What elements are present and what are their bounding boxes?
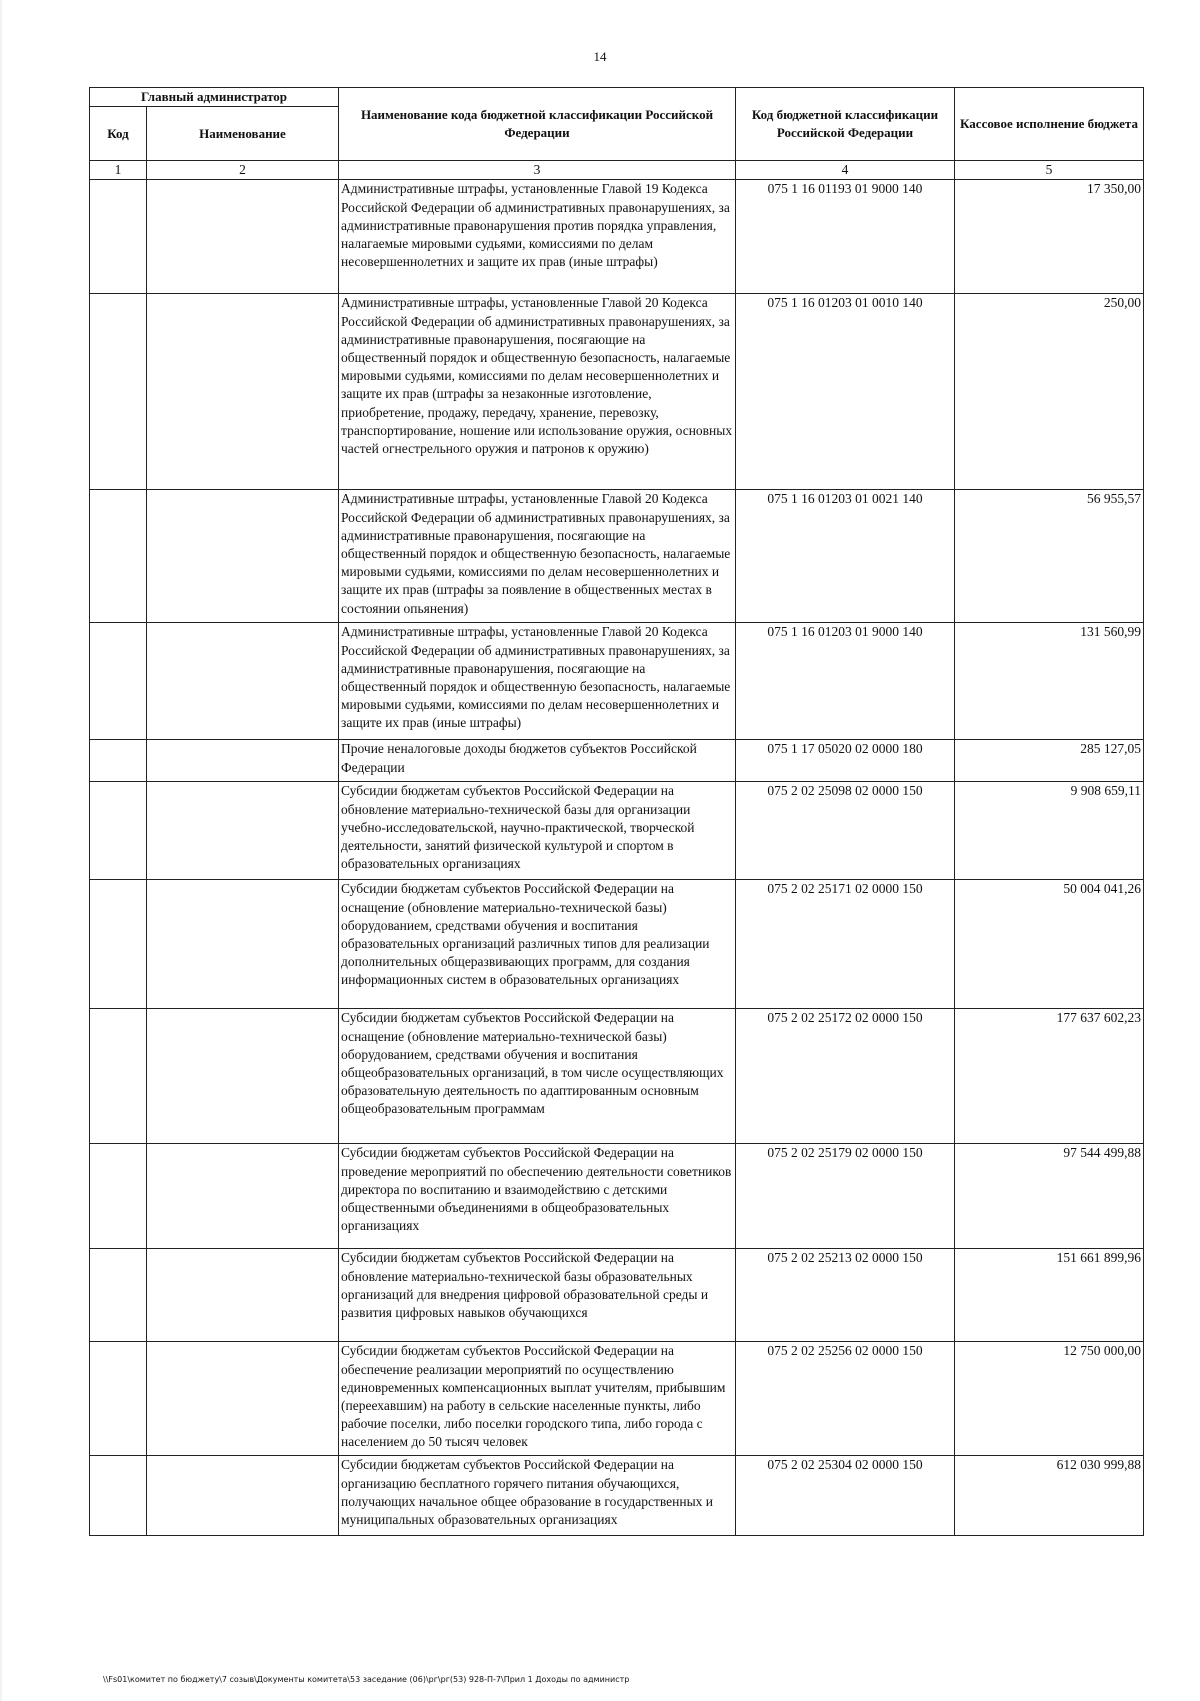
admin-code-cell: [90, 1456, 147, 1536]
amount-cell: 285 127,05: [955, 740, 1144, 782]
admin-code-cell: [90, 294, 147, 490]
admin-code-cell: [90, 740, 147, 782]
amount-cell: 612 030 999,88: [955, 1456, 1144, 1536]
bk-name-cell: Административные штрафы, установленные Главой 19 Кодекса Российской Федерации об административных правонарушениях, за административные правонарушения против порядка управления, налагаемые мировыми судьями, комиссиями по делам несовершеннолетних и защите их прав (иные штрафы): [339, 180, 736, 294]
bk-name-cell: Субсидии бюджетам субъектов Российской Федерации на обновление материально-технической базы образовательных организаций для внедрения цифровой образовательной среды и развития цифровых навыков обучающихся: [339, 1249, 736, 1342]
table-row: [90, 880, 1144, 1009]
bk-name-cell: Прочие неналоговые доходы бюджетов субъектов Российской Федерации: [339, 740, 736, 782]
table-row: [90, 1249, 1144, 1342]
admin-name-cell: [147, 490, 339, 623]
bk-name-cell: Субсидии бюджетам субъектов Российской Федерации на оснащение (обновление материально-технической базы) оборудованием, средствами обучения и воспитания образовательных организаций различных типов для реализации дополнительных общеразвивающих программ, для создания информационных систем в образовательных организациях: [339, 880, 736, 1009]
bk-code-cell: 075 2 02 25213 02 0000 150: [736, 1249, 955, 1342]
bk-code-cell: 075 1 16 01193 01 9000 140: [736, 180, 955, 294]
header-name: Наименование: [147, 107, 339, 161]
bk-code-cell: 075 2 02 25256 02 0000 150: [736, 1342, 955, 1456]
amount-cell: 50 004 041,26: [955, 880, 1144, 1009]
admin-name-cell: [147, 1456, 339, 1536]
column-number: 3: [339, 161, 736, 180]
admin-code-cell: [90, 1144, 147, 1249]
table-row: [90, 782, 1144, 880]
admin-name-cell: [147, 623, 339, 740]
column-number: 1: [90, 161, 147, 180]
admin-name-cell: [147, 1249, 339, 1342]
admin-name-cell: [147, 740, 339, 782]
amount-cell: 9 908 659,11: [955, 782, 1144, 880]
amount-cell: 97 544 499,88: [955, 1144, 1144, 1249]
bk-name-cell: Административные штрафы, установленные Главой 20 Кодекса Российской Федерации об административных правонарушениях, за административные правонарушения, посягающие на общественный порядок и общественную безопасность, налагаемые мировыми судьями, комиссиями по делам несовершеннолетних и защите их прав (штрафы за появление в общественных местах в состоянии опьянения): [339, 490, 736, 623]
bk-name-cell: Субсидии бюджетам субъектов Российской Федерации на обновление материально-технической базы для организации учебно-исследовательской, научно-практической, творческой деятельности, занятий физической культурой и спортом в образовательных организациях: [339, 782, 736, 880]
amount-cell: 12 750 000,00: [955, 1342, 1144, 1456]
admin-code-cell: [90, 880, 147, 1009]
header-execution: Кассовое исполнение бюджета: [955, 88, 1144, 161]
admin-name-cell: [147, 880, 339, 1009]
bk-code-cell: 075 1 16 01203 01 0021 140: [736, 490, 955, 623]
bk-name-cell: Субсидии бюджетам субъектов Российской Федерации на проведение мероприятий по обеспечению деятельности советников директора по воспитанию и взаимодействию с детскими общественными объединениями в общеобразовательных организациях: [339, 1144, 736, 1249]
admin-name-cell: [147, 294, 339, 490]
bk-name-cell: Субсидии бюджетам субъектов Российской Федерации на обеспечение реализации мероприятий по осуществлению единовременных компенсационных выплат учителям, прибывшим (переехавшим) на работу в сельские населенные пункты, либо рабочие поселки, либо поселки городского типа, либо города с населением до 50 тысяч человек: [339, 1342, 736, 1456]
table-row: [90, 1144, 1144, 1249]
bk-name-cell: Административные штрафы, установленные Главой 20 Кодекса Российской Федерации об административных правонарушениях, за административные правонарушения, посягающие на общественный порядок и общественную безопасность, налагаемые мировыми судьями, комиссиями по делам несовершеннолетних и защите их прав (иные штрафы): [339, 623, 736, 740]
column-number: 4: [736, 161, 955, 180]
header-bk-code: Код бюджетной классификации Российской Федерации: [736, 88, 955, 161]
admin-code-cell: [90, 180, 147, 294]
bk-code-cell: 075 2 02 25171 02 0000 150: [736, 880, 955, 1009]
column-number: 5: [955, 161, 1144, 180]
amount-cell: 151 661 899,96: [955, 1249, 1144, 1342]
header-bk-name: Наименование кода бюджетной классификации Российской Федерации: [339, 88, 736, 161]
table-row: [90, 1456, 1144, 1536]
scan-edge: [0, 0, 2, 1701]
column-number: 2: [147, 161, 339, 180]
amount-cell: 177 637 602,23: [955, 1009, 1144, 1144]
admin-code-cell: [90, 782, 147, 880]
table-row: [90, 740, 1144, 782]
table-row: [90, 490, 1144, 623]
header-code: Код: [90, 107, 147, 161]
header-main-admin: Главный администратор: [90, 88, 339, 107]
bk-code-cell: 075 2 02 25172 02 0000 150: [736, 1009, 955, 1144]
amount-cell: 131 560,99: [955, 623, 1144, 740]
amount-cell: 56 955,57: [955, 490, 1144, 623]
bk-code-cell: 075 2 02 25304 02 0000 150: [736, 1456, 955, 1536]
admin-name-cell: [147, 1342, 339, 1456]
amount-cell: 17 350,00: [955, 180, 1144, 294]
admin-code-cell: [90, 623, 147, 740]
bk-code-cell: 075 1 17 05020 02 0000 180: [736, 740, 955, 782]
bk-name-cell: Субсидии бюджетам субъектов Российской Федерации на оснащение (обновление материально-технической базы) оборудованием, средствами обучения и воспитания общеобразовательных организаций, в том числе осуществляющих образовательную деятельность по адаптированным основным общеобразовательным программам: [339, 1009, 736, 1144]
table-row: [90, 1342, 1144, 1456]
page-number: 14: [593, 49, 607, 64]
admin-name-cell: [147, 1144, 339, 1249]
table-row: [90, 294, 1144, 490]
bk-code-cell: 075 2 02 25098 02 0000 150: [736, 782, 955, 880]
table-row: [90, 623, 1144, 740]
admin-code-cell: [90, 1009, 147, 1144]
bk-name-cell: Административные штрафы, установленные Главой 20 Кодекса Российской Федерации об административных правонарушениях, за административные правонарушения, посягающие на общественный порядок и общественную безопасность, налагаемые мировыми судьями, комиссиями по делам несовершеннолетних и защите их прав (штрафы за незаконные изготовление, приобретение, продажу, передачу, хранение, перевозку, транспортирование, ношение или использование оружия, основных частей огнестрельного оружия и патронов к оружию): [339, 294, 736, 490]
admin-name-cell: [147, 782, 339, 880]
bk-name-cell: Субсидии бюджетам субъектов Российской Федерации на организацию бесплатного горячего питания обучающихся, получающих начальное общее образование в государственных и муниципальных образовательных организациях: [339, 1456, 736, 1536]
table-row: [90, 180, 1144, 294]
bk-code-cell: 075 1 16 01203 01 9000 140: [736, 623, 955, 740]
footer-file-path: \\Fs01\комитет по бюджету\7 созыв\Документы комитета\53 заседание (06)\рг\рг(53) 928-П-7\Прил 1 Доходы по админиcтр: [103, 1675, 630, 1684]
amount-cell: 250,00: [955, 294, 1144, 490]
admin-code-cell: [90, 1249, 147, 1342]
revenue-table: [89, 87, 1144, 1536]
admin-name-cell: [147, 180, 339, 294]
admin-code-cell: [90, 490, 147, 623]
admin-code-cell: [90, 1342, 147, 1456]
admin-name-cell: [147, 1009, 339, 1144]
table-row: [90, 1009, 1144, 1144]
bk-code-cell: 075 2 02 25179 02 0000 150: [736, 1144, 955, 1249]
bk-code-cell: 075 1 16 01203 01 0010 140: [736, 294, 955, 490]
